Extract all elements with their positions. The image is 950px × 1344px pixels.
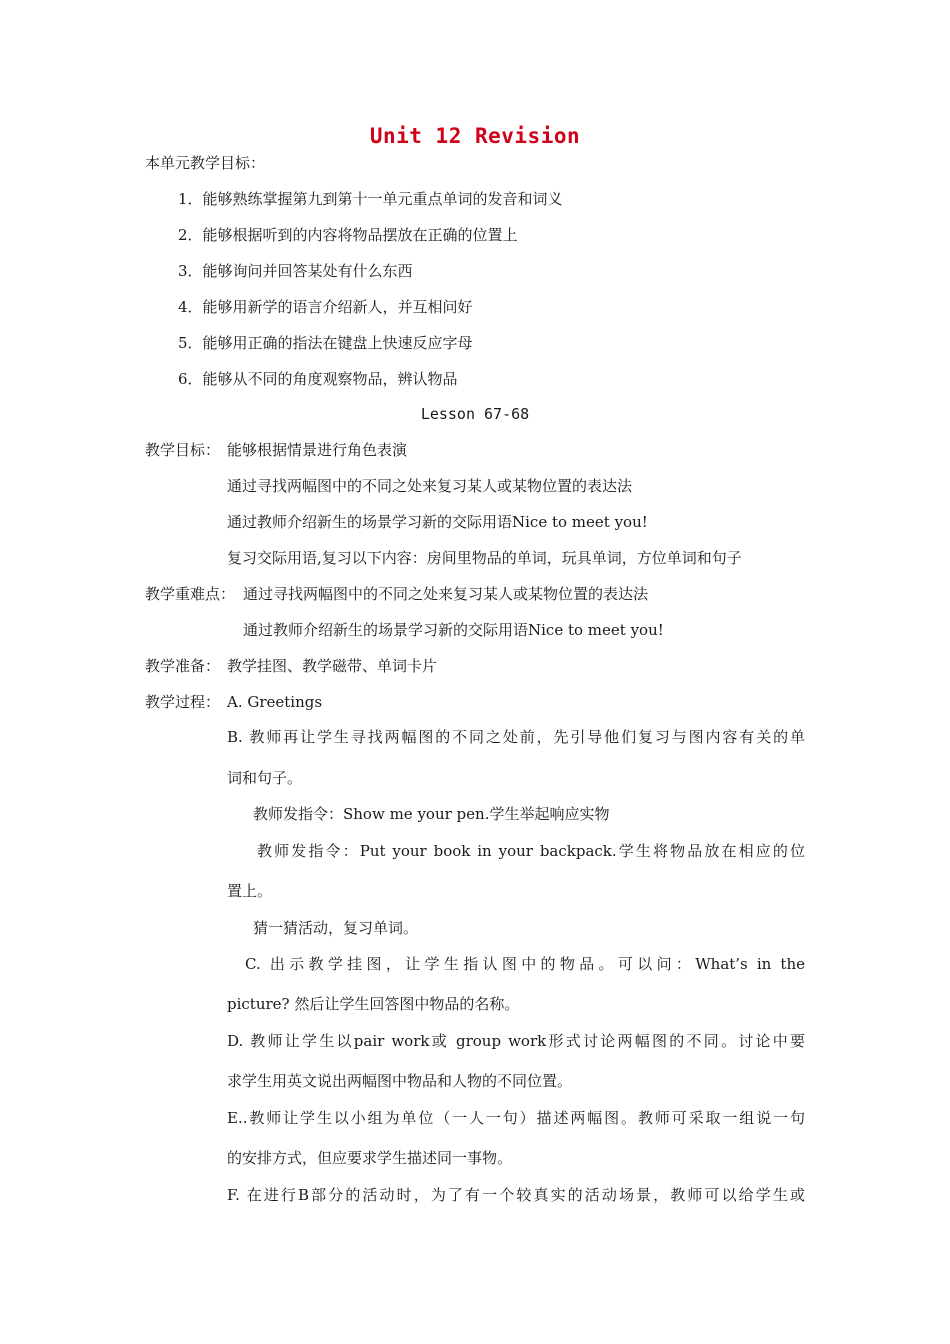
- process-step-c-line2: picture? 然后让学生回答图中物品的名称。: [227, 995, 520, 1013]
- objective-item-5: 5．能够用正确的指法在键盘上快速反应字母: [178, 334, 473, 352]
- teaching-goal-2: 通过寻找两幅图中的不同之处来复习某人或某物位置的表达法: [227, 477, 633, 495]
- key-point-1: 通过寻找两幅图中的不同之处来复习某人或某物位置的表达法: [243, 585, 649, 603]
- process-step-c-line1: C. 出示教学挂图，让学生指认图中的物品。可以问：What’s in the: [245, 955, 805, 973]
- objectives-heading: 本单元教学目标：: [145, 154, 266, 172]
- process-step-e-line2: 的安排方式，但应要求学生描述同一事物。: [227, 1149, 513, 1167]
- objective-item-2: 2．能够根据听到的内容将物品摆放在正确的位置上: [178, 226, 518, 244]
- objective-item-1: 1．能够熟练掌握第九到第十一单元重点单词的发音和词义: [178, 190, 563, 208]
- process-label: 教学过程：: [145, 693, 221, 711]
- objective-item-4: 4．能够用新学的语言介绍新人，并互相问好: [178, 298, 473, 316]
- process-step-d-line1: D. 教师让学生以pair work或 group work形式讨论两幅图的不同。讨论中要: [227, 1032, 805, 1050]
- document-title: Unit 12 Revision: [369, 124, 581, 148]
- process-step-b-line2: 词和句子。: [227, 769, 303, 787]
- guess-activity: 猜一猜活动，复习单词。: [253, 919, 419, 937]
- teaching-goal-1: 能够根据情景进行角色表演: [227, 441, 408, 459]
- objective-item-3: 3．能够询问并回答某处有什么东西: [178, 262, 413, 280]
- teaching-goal-4: 复习交际用语,复习以下内容：房间里物品的单词，玩具单词，方位单词和句子: [227, 549, 742, 567]
- teaching-goal-3: 通过教师介绍新生的场景学习新的交际用语Nice to meet you!: [227, 513, 648, 531]
- objective-item-6: 6．能够从不同的角度观察物品，辨认物品: [178, 370, 458, 388]
- process-step-d-line2: 求学生用英文说出两幅图中物品和人物的不同位置。: [227, 1072, 573, 1090]
- key-points-label: 教学重难点：: [145, 585, 236, 603]
- process-step-b-line1: B. 教师再让学生寻找两幅图的不同之处前，先引导他们复习与图内容有关的单: [227, 728, 805, 746]
- teacher-command-1: 教师发指令：Show me your pen.学生举起响应实物: [253, 805, 610, 823]
- lesson-title: Lesson 67-68: [420, 405, 530, 423]
- key-point-2: 通过教师介绍新生的场景学习新的交际用语Nice to meet you!: [243, 621, 664, 639]
- process-step-a: A. Greetings: [227, 693, 323, 711]
- teacher-command-2-line1: 教师发指令：Put your book in your backpack.学生将物品放在相应的位: [257, 842, 805, 860]
- teacher-command-2-line2: 置上。: [227, 882, 273, 900]
- preparation-text: 教学挂图、教学磁带、单词卡片: [227, 657, 438, 675]
- process-step-f-line1: F. 在进行B部分的活动时，为了有一个较真实的活动场景，教师可以给学生或: [227, 1186, 805, 1204]
- teaching-goals-label: 教学目标：: [145, 441, 221, 459]
- process-step-e-line1: E..教师让学生以小组为单位（一人一句）描述两幅图。教师可采取一组说一句: [227, 1109, 805, 1127]
- preparation-label: 教学准备：: [145, 657, 221, 675]
